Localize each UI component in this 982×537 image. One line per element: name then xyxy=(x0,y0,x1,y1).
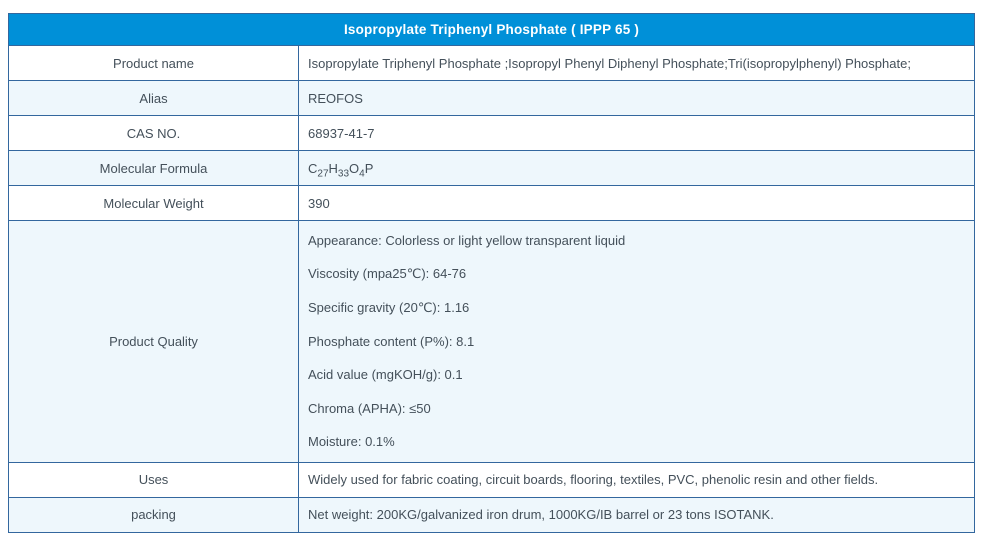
quality-line-specific-gravity: Specific gravity (20℃): 1.16 xyxy=(308,299,470,315)
row-label: Uses xyxy=(9,462,299,497)
table-row-molecular-formula xyxy=(9,151,975,186)
quality-line-phosphate-content: Phosphate content (P%): 8.1 xyxy=(308,333,475,349)
table-row-molecular-weight xyxy=(9,186,975,221)
row-value-formula: $C_{27}H_{33}O_4P$ xyxy=(299,151,975,186)
table-row-packing xyxy=(9,497,975,532)
table-row-product-name xyxy=(9,46,975,81)
table-row-uses xyxy=(9,462,975,497)
row-value-quality xyxy=(299,221,975,463)
quality-line-moisture: Moisture: 0.1% xyxy=(308,434,395,450)
product-spec-table xyxy=(8,13,975,533)
row-label: Product name xyxy=(9,46,299,81)
row-label: Alias xyxy=(9,81,299,116)
quality-line-chroma: Chroma (APHA): ≤50 xyxy=(308,400,431,416)
table-row-product-quality xyxy=(9,221,975,463)
row-label: Product Quality xyxy=(9,221,299,463)
row-label: Molecular Weight xyxy=(9,186,299,221)
row-value: 68937-41-7 xyxy=(299,116,975,151)
quality-line-viscosity: Viscosity (mpa25℃): 64-76 xyxy=(308,266,467,282)
quality-line-appearance: Appearance: Colorless or light yellow transparent liquid xyxy=(308,233,626,249)
row-label: packing xyxy=(9,497,299,532)
table-header-row xyxy=(9,14,975,46)
row-value: Isopropylate Triphenyl Phosphate ;Isopropyl Phenyl Diphenyl Phosphate;Tri(isopropylphenyl) Phosphate; xyxy=(299,46,975,81)
row-value: 390 xyxy=(299,186,975,221)
row-label: Molecular Formula xyxy=(9,151,299,186)
table-title: Isopropylate Triphenyl Phosphate ( IPPP 65 ) xyxy=(9,14,975,46)
row-value: REOFOS xyxy=(299,81,975,116)
row-value: Widely used for fabric coating, circuit boards, flooring, textiles, PVC, phenolic resin and other fields. xyxy=(299,462,975,497)
row-label: CAS NO. xyxy=(9,116,299,151)
row-value: Net weight: 200KG/galvanized iron drum, 1000KG/IB barrel or 23 tons ISOTANK. xyxy=(299,497,975,532)
table-row-alias xyxy=(9,81,975,116)
quality-line-acid-value: Acid value (mgKOH/g): 0.1 xyxy=(308,367,463,383)
table-row-cas-no xyxy=(9,116,975,151)
